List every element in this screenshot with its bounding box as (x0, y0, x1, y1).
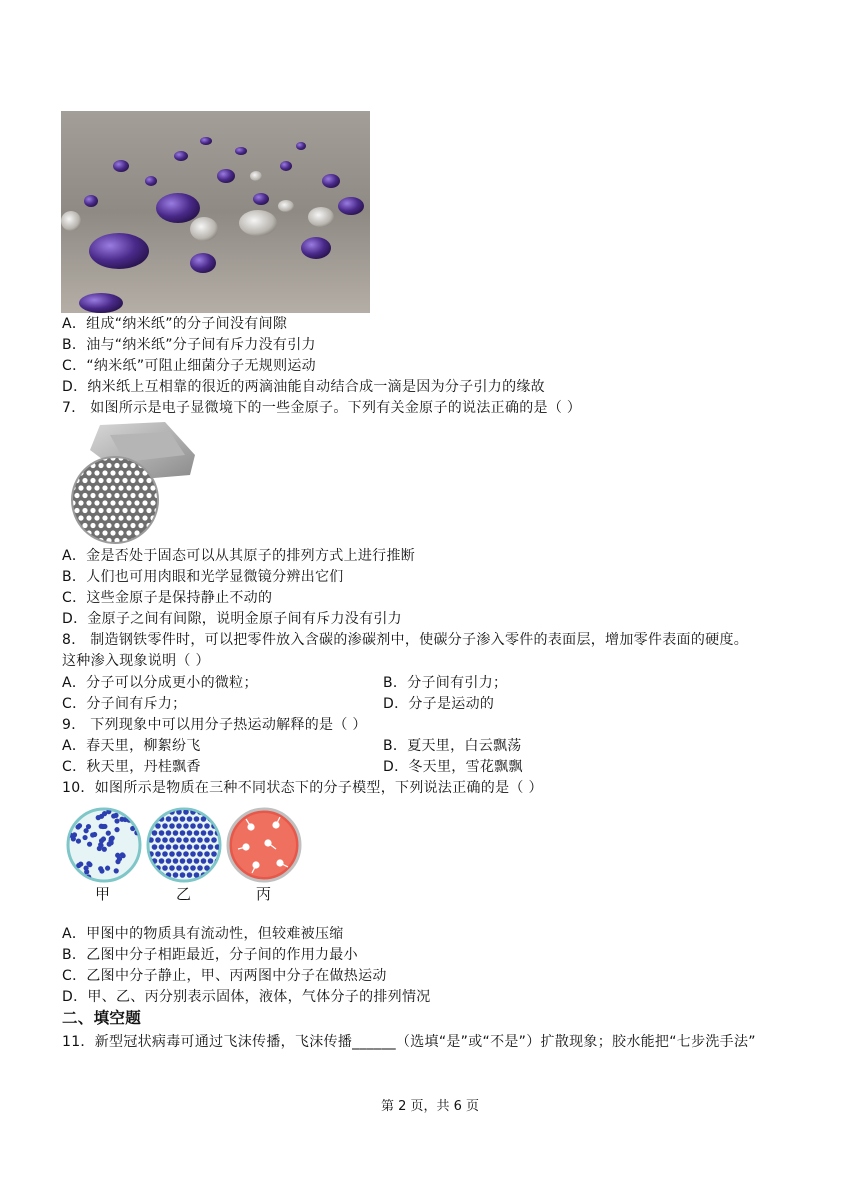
figure-label-yi: 乙 (176, 885, 192, 903)
question-9: 9． 下列现象中可以用分子热运动解释的是（ ） (62, 717, 367, 733)
q9-option-d: D．冬天里，雪花飘飘 (383, 759, 523, 775)
q8-option-d: D．分子是运动的 (383, 696, 495, 712)
figure-label-jia: 甲 (95, 885, 111, 903)
q7-option-d: D．金原子之间有间隙，说明金原子间有斥力没有引力 (62, 611, 402, 627)
q7-option-c: C．这些金原子是保持静止不动的 (62, 590, 273, 606)
figure-label-bing: 丙 (256, 885, 272, 903)
q10-option-b: B．乙图中分子相距最近，分子间的作用力最小 (62, 947, 358, 963)
q6-option-c: C．“纳米纸”可阻止细菌分子无规则运动 (62, 358, 316, 374)
q9-option-b: B．夏天里，白云飘荡 (383, 738, 522, 754)
question-7: 7． 如图所示是电子显微境下的一些金原子。下列有关金原子的说法正确的是（ ） (62, 400, 582, 416)
q6-option-b: B．油与“纳米纸”分子间有斥力没有引力 (62, 337, 316, 353)
page-footer: 第 2 页，共 6 页 (380, 1099, 480, 1114)
q10-option-c: C．乙图中分子静止，甲、丙两图中分子在做热运动 (62, 968, 387, 984)
q9-option-c: C．秋天里，丹桂飘香 (62, 759, 201, 775)
gold-atoms-figure (70, 420, 200, 544)
q8-option-b: B．分子间有引力； (383, 675, 508, 691)
question-11: 11．新型冠状病毒可通过飞沫传播，飞沫传播______（选填“是”或“不是”）扩散现象；胶水能把“七步洗手法” (62, 1034, 756, 1050)
q7-option-a: A．金是否处于固态可以从其原子的排列方式上进行推断 (62, 548, 416, 564)
q7-option-b: B．人们也可用肉眼和光学显微镜分辨出它们 (62, 569, 344, 585)
q10-option-a: A．甲图中的物质具有流动性，但较难被压缩 (62, 926, 344, 942)
section-heading-fill-in: 二、填空题 (62, 1009, 142, 1027)
question-8: 8． 制造钢铁零件时，可以把零件放入含碳的渗碳剂中，使碳分子渗入零件的表面层，增加零件表面的硬度。 (62, 632, 749, 648)
nano-paper-droplets-photo (61, 111, 370, 313)
q6-option-d: D．纳米纸上互相靠的很近的两滴油能自动结合成一滴是因为分子引力的缘故 (62, 379, 545, 395)
q10-option-d: D．甲、乙、丙分别表示固体，液体，气体分子的排列情况 (62, 989, 431, 1005)
q8-option-a: A．分子可以分成更小的微粒； (62, 675, 258, 691)
q6-option-a: A．组成“纳米纸”的分子间没有间隙 (62, 316, 288, 332)
q9-option-a: A．春天里，柳絮纷飞 (62, 738, 201, 754)
q8-option-c: C．分子间有斥力； (62, 696, 187, 712)
question-8-continued: 这种渗入现象说明（ ） (62, 653, 210, 669)
question-10: 10．如图所示是物质在三种不同状态下的分子模型，下列说法正确的是（ ） (62, 780, 543, 796)
